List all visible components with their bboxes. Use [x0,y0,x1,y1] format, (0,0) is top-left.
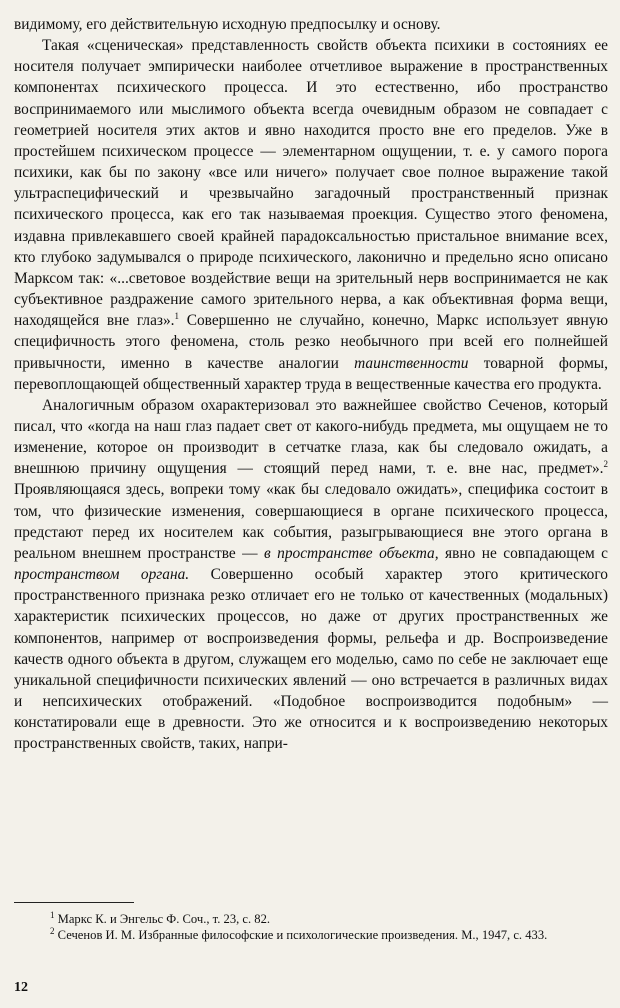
main-text [14,14,608,754]
footnote-divider [14,902,134,903]
paragraph-1: Такая «сценическая» представленность свойств объекта психики в состояниях ее носителя получает эмпирически наиболее отчетливое выражение в пространственных компонентах психического процесса. И это естественно, ибо пространство воспринимаемого или мыслимого объекта всегда очевидным образом не совпадает с геометрией носителя этих актов и явно находится просто вне его пределов. Уже в простейшем психическом процессе — элементарном ощущении, т. е. у самого порога психики, как бы по закону «все или ничего» получает свое полное выражение такой ультраспецифический и чрезвычайно загадочный пространственный признак психического процесса, как его так называемая проекция. Существо этого феномена, издавна привлекавшего своей крайней парадоксальностью пристальное внимание всех, кто глубоко задумывался о природе психического, лаконично и предельно ясно описано Марксом так: «...световое воздействие вещи на зрительный нерв воспринимается не как субъективное раздражение самого зрительного нерва, а как объективная форма вещи, находящейся вне глаз».$^1$ Совершенно не случайно, конечно, Маркс использует явную специфичность этого феномена, столь резко необычного при всей его полнейшей привычности, именно в качестве аналогии таинственности товарной формы, перевоплощающей общественный характер труда в вещественные качества его продукта. [14,37,608,393]
paragraph-continued: видимому, его действительную исходную предпосылку и основу. [14,16,441,33]
footnote-ref-1: 1 [174,311,180,322]
footnote-1: $^1$ Маркс К. и Энгельс Ф. Соч., т. 23, с. 82. [50,909,271,926]
footnotes [14,902,608,943]
footnote-2: $^2$ Сеченов И. М. Избранные философские и психологические произведения. М., 1947, с. 433. [50,925,548,942]
page-number: 12 [14,980,28,995]
footnote-ref-2: 2 [603,459,608,470]
paragraph-2: Аналогичным образом охарактеризовал это важнейшее свойство Сеченов, который писал, что «когда на наш глаз падает свет от какого-нибудь предмета, мы ощущаем не то изменение, которое он производит в сетчатке глаза, как бы следовало ожидать, а внешнюю причину ощущения — стоящий перед нами, т. е. вне нас, предмет».$^2$ Проявляющаяся здесь, вопреки тому «как бы следовало ожидать», специфика состоит в том, что физические изменения, совершающиеся в органе психического процесса, предстают перед их носителем как события, разыгрывающиеся вне этого органа в реальном внешнем пространстве — в пространстве объекта, явно не совпадающем с пространством органа. Совершенно особый характер этого критического пространственного признака резко отличает его не только от качественных (модальных) характеристик психических процессов, но даже от других пространственных же компонентов, например от воспроизведения формы, рельефа и др. Воспроизведение качеств одного объекта в другом, служащем его моделью, само по себе не заключает еще уникальной специфичности психических явлений — оно встречается в различных видах и непсихических отображений. «Подобное воспроизводится подобным» — констатировали еще в древности. Это же относится и к воспроизведению некоторых пространственных свойств, таких, напри- [14,396,609,753]
